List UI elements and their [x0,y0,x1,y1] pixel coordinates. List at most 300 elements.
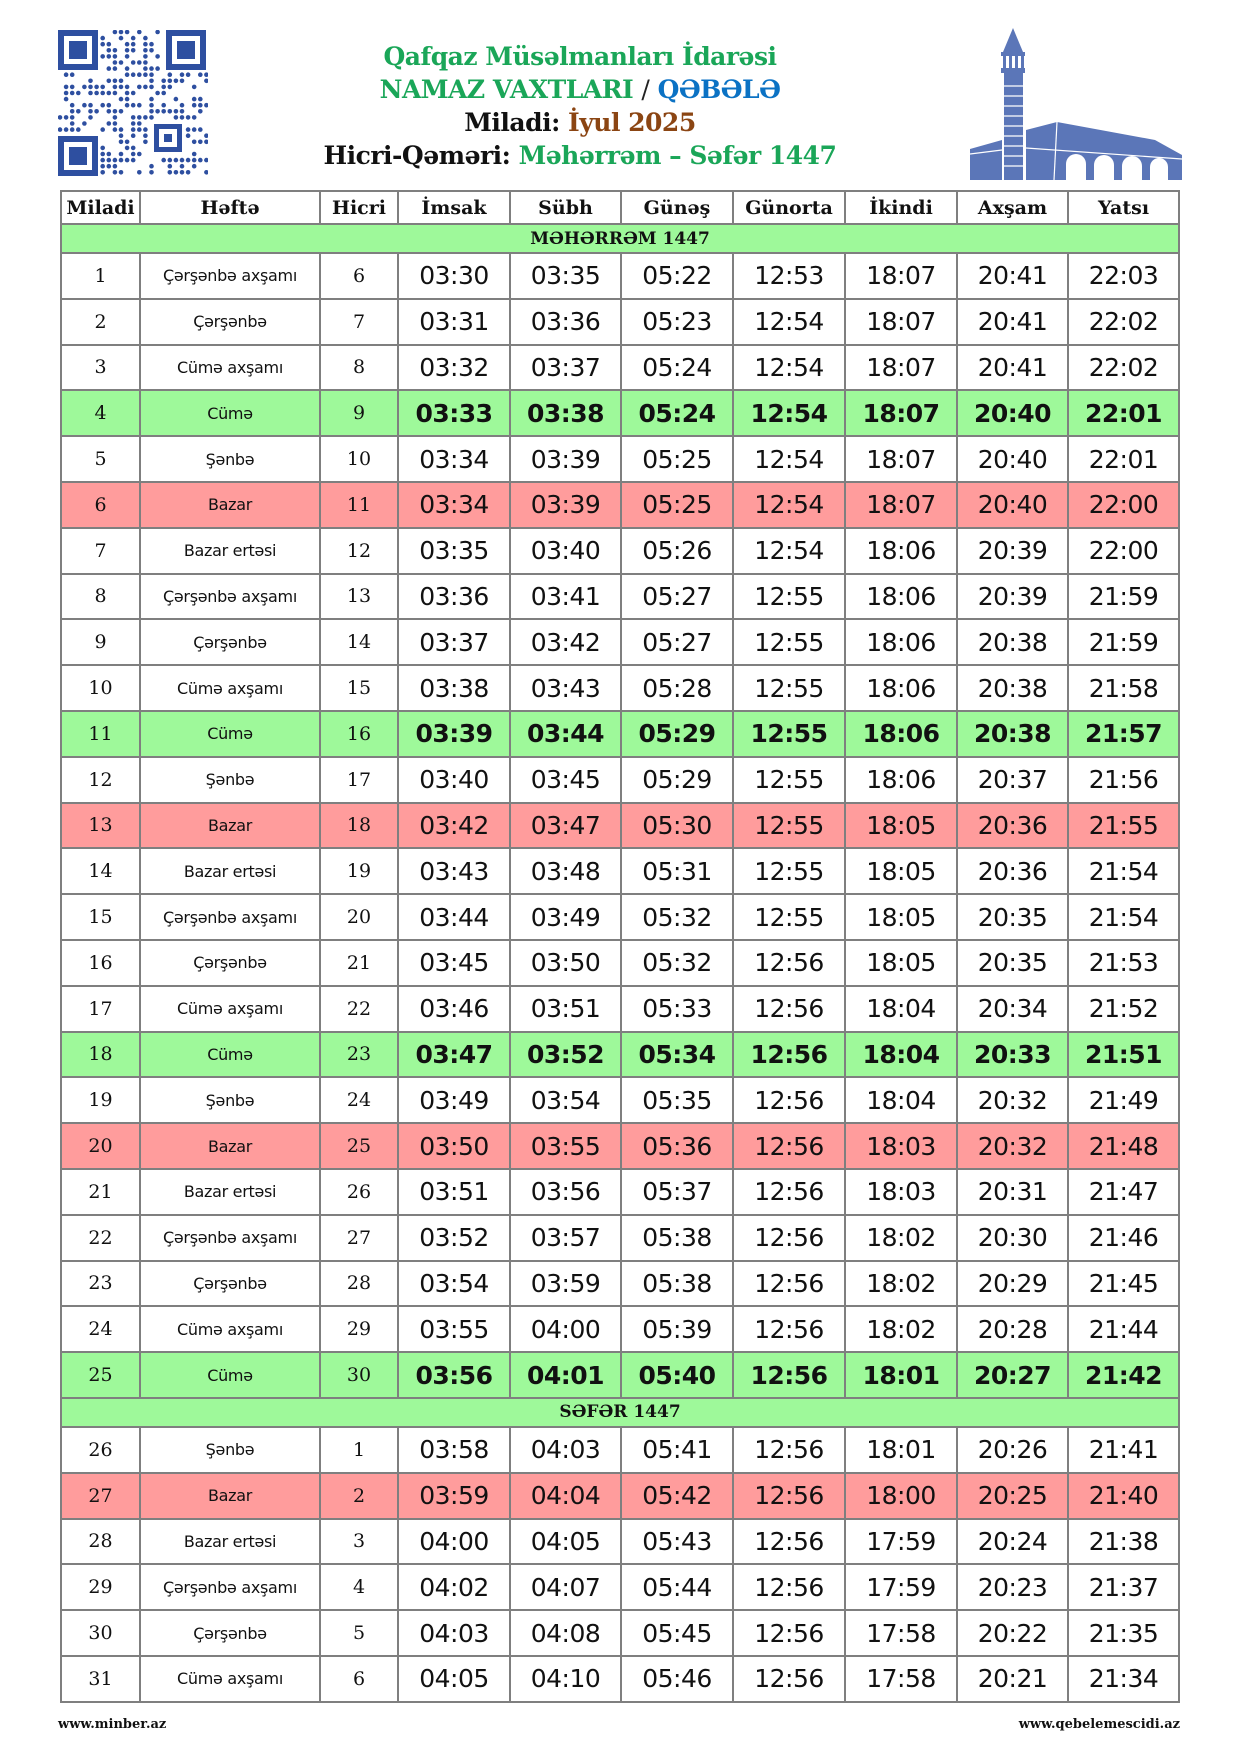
hijri-months: Məhərrəm – Səfər 1447 [518,141,837,170]
time-yatsi: 21:52 [1068,986,1179,1032]
qr-module [186,133,191,138]
qr-module [168,79,173,84]
time-yatsi: 22:00 [1068,528,1179,574]
time-yatsi: 21:46 [1068,1215,1179,1261]
weekday: Cümə axşamı [140,665,320,711]
time-gunes: 05:33 [621,986,733,1032]
time-ikindi: 18:07 [845,253,957,299]
time-yatsi: 21:47 [1068,1169,1179,1215]
time-gunorta: 12:55 [733,803,845,849]
weekday: Bazar ertəsi [140,1169,320,1215]
gregorian-day: 4 [61,390,140,436]
table-row [61,482,1179,528]
time-axsam: 20:27 [957,1352,1068,1398]
time-gunorta: 12:56 [733,1352,845,1398]
qr-module [137,103,142,108]
footer-link-minber[interactable]: www.minber.az [58,1717,167,1732]
time-gunorta: 12:56 [733,1306,845,1352]
time-gunes: 05:27 [621,619,733,665]
weekday: Şənbə [140,1427,320,1473]
qr-module [168,109,173,114]
weekday: Çərşənbə axşamı [140,1215,320,1261]
qr-module [113,164,118,169]
gregorian-day: 20 [61,1123,140,1169]
hijri-day: 20 [320,894,398,940]
qr-module [174,79,179,84]
time-ikindi: 18:02 [845,1215,957,1261]
qr-finder-top-left [58,30,98,70]
time-imsak: 03:49 [398,1077,510,1123]
gregorian-day: 17 [61,986,140,1032]
qr-module [161,91,166,96]
qr-module [107,152,112,157]
gregorian-day: 5 [61,436,140,482]
qr-alignment-pattern [154,124,182,152]
col-header-subh: Sübh [510,191,621,224]
qr-module [64,115,69,120]
hijri-day: 7 [320,299,398,345]
time-gunes: 05:32 [621,894,733,940]
hijri-day: 5 [320,1610,398,1656]
time-yatsi: 21:59 [1068,574,1179,620]
time-axsam: 20:38 [957,619,1068,665]
table-row [61,848,1179,894]
weekday: Çərşənbə [140,619,320,665]
time-ikindi: 18:06 [845,665,957,711]
weekday: Çərşənbə [140,1610,320,1656]
time-gunes: 05:29 [621,711,733,757]
gregorian-day: 22 [61,1215,140,1261]
time-imsak: 03:55 [398,1306,510,1352]
qr-module [143,36,148,41]
time-ikindi: 18:03 [845,1169,957,1215]
table-row [61,665,1179,711]
weekday: Çərşənbə axşamı [140,1564,320,1610]
hijri-month-label: SƏFƏR 1447 [61,1398,1179,1427]
weekday: Çərşənbə axşamı [140,253,320,299]
hijri-day: 29 [320,1306,398,1352]
qr-module [94,109,99,114]
time-axsam: 20:35 [957,894,1068,940]
qr-module [149,85,154,90]
time-yatsi: 21:35 [1068,1610,1179,1656]
time-gunes: 05:24 [621,345,733,391]
time-gunorta: 12:56 [733,1215,845,1261]
qr-module [88,115,93,120]
time-yatsi: 22:03 [1068,253,1179,299]
time-ikindi: 17:58 [845,1610,957,1656]
qr-module [70,127,75,132]
time-axsam: 20:38 [957,711,1068,757]
qr-module [100,91,105,96]
col-header-miladi: Miladi [61,191,140,224]
qr-module [131,121,136,126]
time-axsam: 20:39 [957,528,1068,574]
qr-module [137,127,142,132]
time-gunes: 05:35 [621,1077,733,1123]
time-gunorta: 12:56 [733,1519,845,1565]
time-gunorta: 12:56 [733,1077,845,1123]
qr-module [186,115,191,120]
hijri-day: 19 [320,848,398,894]
qr-module [143,133,148,138]
time-axsam: 20:28 [957,1306,1068,1352]
qr-module [131,72,136,77]
time-imsak: 03:39 [398,711,510,757]
time-gunorta: 12:56 [733,1123,845,1169]
time-axsam: 20:32 [957,1123,1068,1169]
time-gunes: 05:31 [621,848,733,894]
organization-name: Qafqaz Müsəlmanları İdarəsi [383,42,777,71]
time-imsak: 03:43 [398,848,510,894]
weekday: Çərşənbə axşamı [140,574,320,620]
qr-module [58,127,62,132]
qr-module [198,72,203,77]
time-ikindi: 18:06 [845,528,957,574]
qr-module [198,140,203,145]
qr-module [143,115,148,120]
time-imsak: 03:58 [398,1427,510,1473]
table-row [61,345,1179,391]
hijri-day: 12 [320,528,398,574]
time-imsak: 04:05 [398,1656,510,1702]
time-imsak: 03:35 [398,528,510,574]
time-gunes: 05:23 [621,299,733,345]
gregorian-day: 8 [61,574,140,620]
qr-module [192,115,197,120]
qr-module [107,91,112,96]
qr-module [192,127,197,132]
col-header-gunes: Günəş [621,191,733,224]
qr-module [113,30,118,34]
qr-module [198,103,203,108]
qr-module [119,140,124,145]
time-imsak: 03:59 [398,1473,510,1519]
time-ikindi: 17:59 [845,1564,957,1610]
time-axsam: 20:39 [957,574,1068,620]
time-yatsi: 22:00 [1068,482,1179,528]
time-gunes: 05:44 [621,1564,733,1610]
qr-module [113,85,118,90]
time-yatsi: 21:56 [1068,757,1179,803]
time-yatsi: 22:02 [1068,299,1179,345]
time-ikindi: 18:04 [845,1077,957,1123]
table-row [61,436,1179,482]
qr-module [113,48,118,53]
time-ikindi: 18:04 [845,986,957,1032]
time-imsak: 03:38 [398,665,510,711]
time-axsam: 20:30 [957,1215,1068,1261]
time-axsam: 20:41 [957,299,1068,345]
qr-module [125,140,130,145]
table-row [61,619,1179,665]
table-row [61,1123,1179,1169]
qr-module [168,85,173,90]
qr-module [192,152,197,157]
qr-module [88,79,93,84]
weekday: Bazar ertəsi [140,528,320,574]
qr-module [64,72,69,77]
qr-module [180,109,185,114]
table-row [61,1564,1179,1610]
qr-module [186,72,191,77]
qr-module [180,170,185,175]
title-block [300,40,860,172]
time-subh: 03:42 [510,619,621,665]
qr-module [70,85,75,90]
time-subh: 03:56 [510,1169,621,1215]
qr-module [143,66,148,71]
qr-module [113,115,118,120]
gregorian-day: 28 [61,1519,140,1565]
time-imsak: 03:45 [398,940,510,986]
time-gunes: 05:43 [621,1519,733,1565]
time-axsam: 20:35 [957,940,1068,986]
qr-module [113,121,118,126]
time-yatsi: 21:53 [1068,940,1179,986]
left-wing [970,140,1002,180]
weekday: Çərşənbə [140,940,320,986]
hijri-day: 24 [320,1077,398,1123]
gregorian-day: 26 [61,1427,140,1473]
document-title [300,73,860,106]
qr-module [137,85,142,90]
qr-module [82,103,87,108]
time-imsak: 03:31 [398,299,510,345]
time-yatsi: 21:54 [1068,894,1179,940]
weekday: Bazar [140,803,320,849]
weekday: Çərşənbə axşamı [140,894,320,940]
table-row [61,1352,1179,1398]
qr-module [192,103,197,108]
qr-module [125,85,130,90]
qr-module [82,85,87,90]
qr-module [168,158,173,163]
time-yatsi: 21:57 [1068,711,1179,757]
qr-module [70,72,75,77]
qr-module [125,158,130,163]
hijri-month-label: MƏHƏRRƏM 1447 [61,224,1179,253]
time-subh: 04:05 [510,1519,621,1565]
time-ikindi: 17:59 [845,1519,957,1565]
time-ikindi: 18:01 [845,1352,957,1398]
qr-module [107,42,112,47]
qr-module [149,79,154,84]
weekday: Çərşənbə [140,299,320,345]
time-axsam: 20:23 [957,1564,1068,1610]
time-yatsi: 21:34 [1068,1656,1179,1702]
gregorian-day: 27 [61,1473,140,1519]
time-imsak: 03:54 [398,1261,510,1307]
time-ikindi: 18:02 [845,1306,957,1352]
qr-module [76,109,81,114]
gregorian-day: 14 [61,848,140,894]
gregorian-day: 31 [61,1656,140,1702]
time-gunes: 05:28 [621,665,733,711]
qr-code [58,30,208,178]
time-ikindi: 18:07 [845,345,957,391]
qr-module [125,48,130,53]
qr-module [149,170,154,175]
qr-module [149,115,154,120]
qr-module [149,164,154,169]
qr-module [88,91,93,96]
qr-module [131,133,136,138]
gregorian-day: 1 [61,253,140,299]
time-yatsi: 21:49 [1068,1077,1179,1123]
qr-module [137,115,142,120]
hijri-day: 21 [320,940,398,986]
qr-module [143,85,148,90]
time-gunorta: 12:54 [733,528,845,574]
qr-module [168,170,173,175]
time-imsak: 03:42 [398,803,510,849]
time-subh: 03:57 [510,1215,621,1261]
qr-module [107,121,112,126]
qr-finder-bottom-left [58,136,98,176]
time-imsak: 03:56 [398,1352,510,1398]
time-imsak: 03:34 [398,436,510,482]
time-yatsi: 21:59 [1068,619,1179,665]
time-imsak: 03:50 [398,1123,510,1169]
time-ikindi: 17:58 [845,1656,957,1702]
time-imsak: 03:40 [398,757,510,803]
time-gunorta: 12:54 [733,299,845,345]
time-subh: 04:04 [510,1473,621,1519]
qr-module [125,66,130,71]
time-subh: 03:44 [510,711,621,757]
qr-module [88,85,93,90]
time-gunes: 05:45 [621,1610,733,1656]
qr-module [149,66,154,71]
qr-module [161,79,166,84]
time-subh: 03:59 [510,1261,621,1307]
time-imsak: 04:02 [398,1564,510,1610]
hijri-day: 1 [320,1427,398,1473]
table-row [61,757,1179,803]
weekday: Bazar [140,1473,320,1519]
time-gunes: 05:25 [621,436,733,482]
qr-module [125,42,130,47]
qr-module [137,72,142,77]
qr-module [155,54,160,59]
table-row [61,1261,1179,1307]
time-gunorta: 12:54 [733,345,845,391]
time-yatsi: 21:41 [1068,1427,1179,1473]
gregorian-day: 10 [61,665,140,711]
qr-module [113,91,118,96]
qr-module [107,109,112,114]
gregorian-day: 12 [61,757,140,803]
gregorian-month: İyul 2025 [568,108,696,137]
col-header-axsam: Axşam [957,191,1068,224]
time-axsam: 20:36 [957,803,1068,849]
qr-module [149,42,154,47]
time-axsam: 20:25 [957,1473,1068,1519]
footer-link-qebelemescidi[interactable]: www.qebelemescidi.az [1018,1717,1180,1732]
time-yatsi: 21:37 [1068,1564,1179,1610]
qr-module [149,72,154,77]
hijri-label: Hicri-Qəməri: [323,141,511,170]
qr-module [70,109,75,114]
qr-module [180,158,185,163]
time-gunorta: 12:56 [733,1564,845,1610]
table-row [61,940,1179,986]
time-ikindi: 18:07 [845,390,957,436]
time-gunes: 05:38 [621,1261,733,1307]
time-ikindi: 18:05 [845,894,957,940]
hijri-day: 8 [320,345,398,391]
qr-module [137,170,142,175]
time-ikindi: 18:01 [845,1427,957,1473]
qr-module [131,36,136,41]
qr-module [94,91,99,96]
qr-module [149,97,154,102]
gregorian-day: 16 [61,940,140,986]
qr-module [107,103,112,108]
qr-module [186,127,191,132]
hijri-day: 26 [320,1169,398,1215]
table-row [61,574,1179,620]
qr-module [100,103,105,108]
qr-module [204,140,208,145]
qr-module [107,48,112,53]
time-axsam: 20:34 [957,986,1068,1032]
qr-module [100,146,105,151]
qr-module [131,127,136,132]
qr-module [192,97,197,102]
qr-module [174,170,179,175]
time-ikindi: 18:06 [845,619,957,665]
qr-module [137,152,142,157]
time-gunorta: 12:54 [733,390,845,436]
time-gunes: 05:46 [621,1656,733,1702]
qr-module [113,66,118,71]
qr-module [180,103,185,108]
table-row [61,1656,1179,1702]
qr-module [174,97,179,102]
time-subh: 03:52 [510,1032,621,1078]
time-gunes: 05:30 [621,803,733,849]
time-subh: 03:41 [510,574,621,620]
gregorian-day: 6 [61,482,140,528]
qr-module [131,146,136,151]
time-subh: 03:39 [510,436,621,482]
time-subh: 03:50 [510,940,621,986]
hijri-day: 10 [320,436,398,482]
table-row [61,711,1179,757]
qr-module [107,54,112,59]
gregorian-day: 30 [61,1610,140,1656]
qr-module [119,79,124,84]
qr-module [64,85,69,90]
minaret-cone [1003,28,1023,52]
time-yatsi: 21:44 [1068,1306,1179,1352]
weekday: Cümə axşamı [140,345,320,391]
qr-module [100,36,105,41]
qr-module [125,97,130,102]
weekday: Bazar [140,1123,320,1169]
time-axsam: 20:36 [957,848,1068,894]
time-subh: 04:00 [510,1306,621,1352]
time-gunes: 05:38 [621,1215,733,1261]
qr-module [119,109,124,114]
title-prefix: NAMAZ VAXTLARI [379,75,634,104]
table-row [61,803,1179,849]
time-axsam: 20:29 [957,1261,1068,1307]
qr-module [100,127,105,132]
qr-module [131,91,136,96]
